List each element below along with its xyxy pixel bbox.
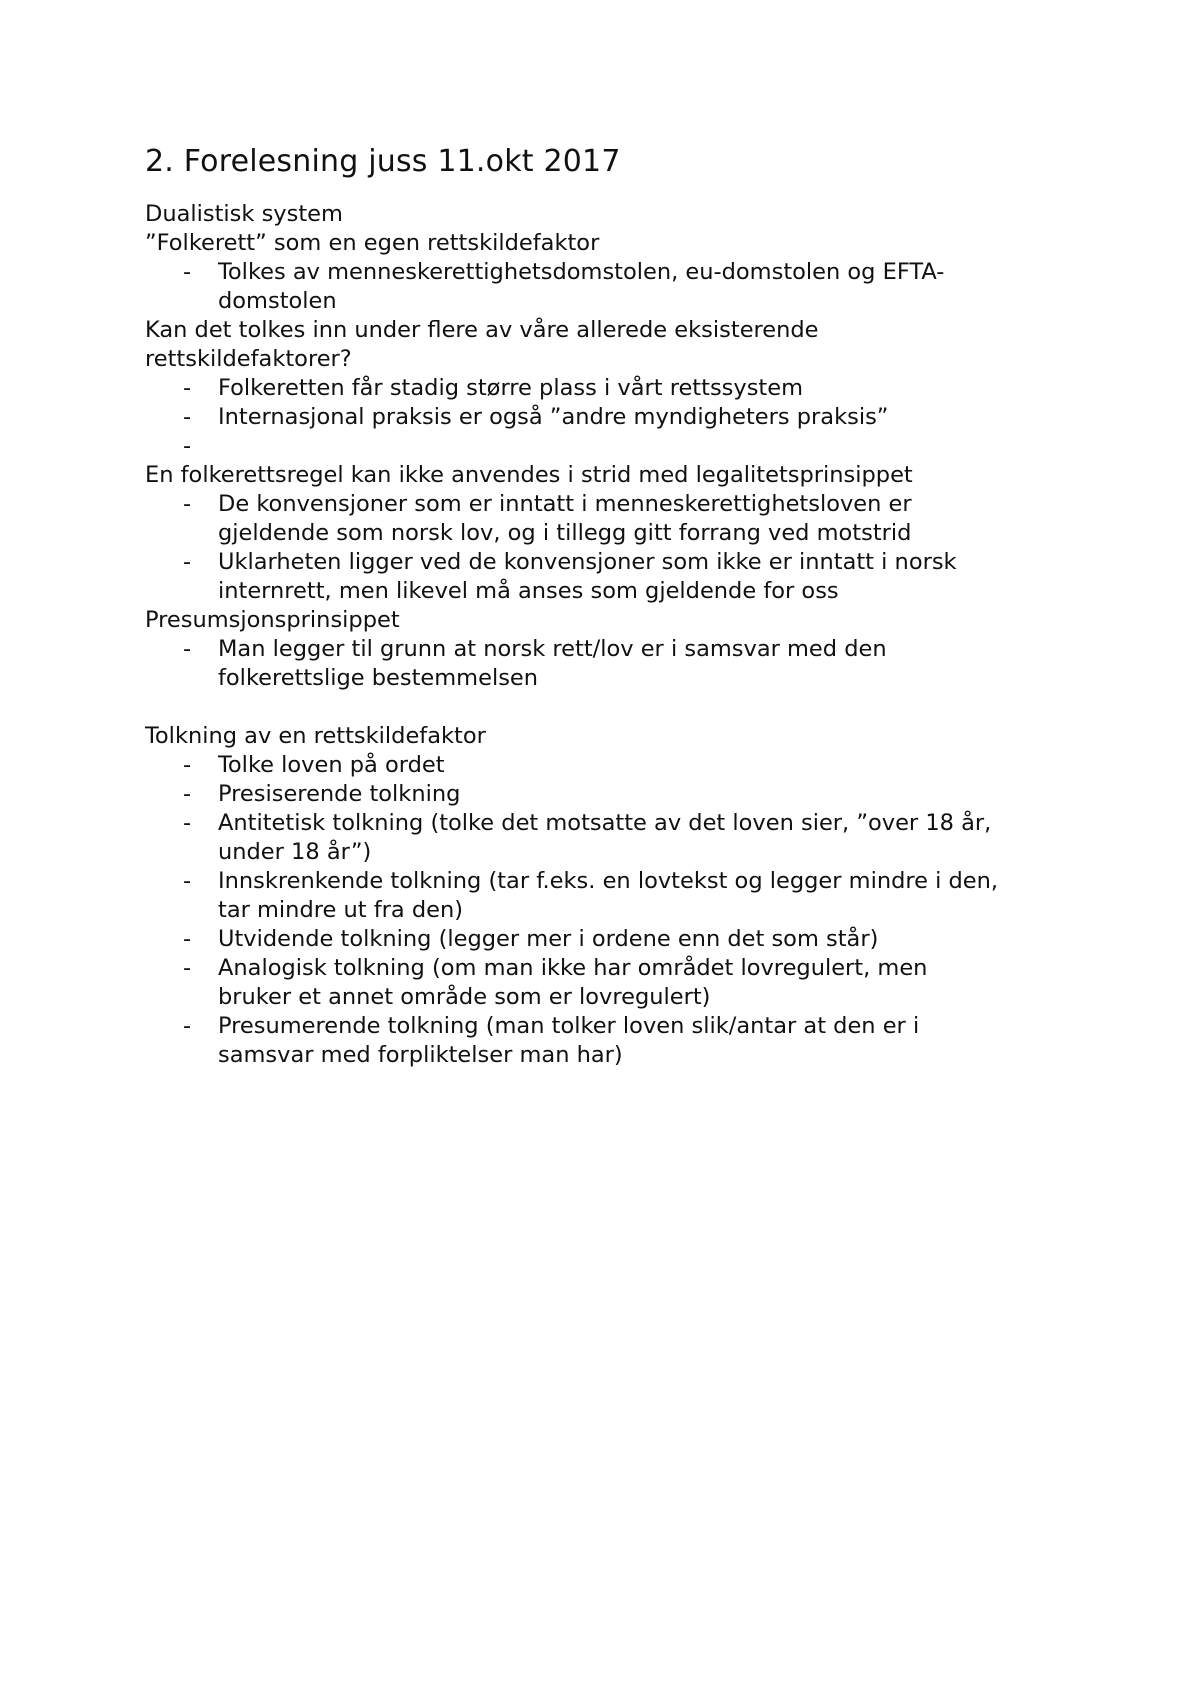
list-item xyxy=(145,954,1085,1012)
list-item xyxy=(145,809,1085,867)
list-item xyxy=(145,780,1085,809)
list-item-text: Tolkes av menneskerettighetsdomstolen, eu-domstolen og EFTA- domstolen xyxy=(218,259,945,314)
dash-bullet-icon: - xyxy=(183,868,192,894)
list-item-text: Innskrenkende tolkning (tar f.eks. en lovtekst og legger mindre i den, tar mindre ut fra den) xyxy=(218,868,999,923)
dash-bullet-icon: - xyxy=(183,259,192,285)
dash-bullet-icon: - xyxy=(183,955,192,981)
list-item-text: Presumerende tolkning (man tolker loven slik/antar at den er i samsvar med forpliktelser man har) xyxy=(218,1013,920,1068)
document-body xyxy=(145,140,1085,1070)
paragraph-line: ”Folkerett” som en egen rettskildefaktor xyxy=(145,230,600,256)
list-item-text: Tolke loven på ordet xyxy=(218,752,445,778)
list-item-text: Utvidende tolkning (legger mer i ordene enn det som står) xyxy=(218,926,879,952)
paragraph-line: rettskildefaktorer? xyxy=(145,346,352,372)
document-title: 2. Forelesning juss 11.okt 2017 xyxy=(145,144,621,179)
document-blocks xyxy=(145,200,1085,1070)
dash-bullet-icon: - xyxy=(183,781,192,807)
paragraph-line: Kan det tolkes inn under flere av våre allerede eksisterende xyxy=(145,317,819,343)
dash-bullet-icon: - xyxy=(183,375,192,401)
dash-bullet-icon: - xyxy=(183,926,192,952)
list-item-text: Uklarheten ligger ved de konvensjoner som ikke er inntatt i norsk internrett, men likevel må anses som gjeldende for oss xyxy=(218,549,957,604)
list-item-text: Presiserende tolkning xyxy=(218,781,461,807)
list-item xyxy=(145,548,1085,606)
list-item-text: Man legger til grunn at norsk rett/lov er i samsvar med den folkerettslige bestemmelsen xyxy=(218,636,887,691)
dash-bullet-icon: - xyxy=(183,491,192,517)
list-item-text: Folkeretten får stadig større plass i vårt rettssystem xyxy=(218,375,804,401)
list-item xyxy=(145,635,1085,693)
list-item xyxy=(145,258,1085,316)
blank-line xyxy=(145,693,1085,722)
list-item-text: Analogisk tolkning (om man ikke har området lovregulert, men bruker et annet område som er lovregulert) xyxy=(218,955,928,1010)
list-item-text: Antitetisk tolkning (tolke det motsatte av det loven sier, ”over 18 år, under 18 år”) xyxy=(218,810,992,865)
list-item xyxy=(145,1012,1085,1070)
list-item-text: De konvensjoner som er inntatt i menneskerettighetsloven er gjeldende som norsk lov, og i tillegg gitt forrang ved motstrid xyxy=(218,491,912,546)
dash-bullet-icon: - xyxy=(183,810,192,836)
list-item xyxy=(145,490,1085,548)
paragraph-line: Dualistisk system xyxy=(145,201,343,227)
list-item xyxy=(145,751,1085,780)
list-item xyxy=(145,432,1085,461)
list-item-text xyxy=(218,432,1085,461)
dash-bullet-icon: - xyxy=(183,636,192,662)
paragraph-line: Presumsjonsprinsippet xyxy=(145,607,400,633)
list-item xyxy=(145,867,1085,925)
dash-bullet-icon: - xyxy=(183,549,192,575)
dash-bullet-icon: - xyxy=(183,404,192,430)
dash-bullet-icon: - xyxy=(183,433,192,459)
dash-bullet-icon: - xyxy=(183,752,192,778)
list-item xyxy=(145,925,1085,954)
paragraph-line: Tolkning av en rettskildefaktor xyxy=(145,723,486,749)
list-item xyxy=(145,374,1085,403)
dash-bullet-icon: - xyxy=(183,1013,192,1039)
paragraph-line: En folkerettsregel kan ikke anvendes i strid med legalitetsprinsippet xyxy=(145,462,913,488)
list-item-text: Internasjonal praksis er også ”andre myndigheters praksis” xyxy=(218,404,889,430)
list-item xyxy=(145,403,1085,432)
